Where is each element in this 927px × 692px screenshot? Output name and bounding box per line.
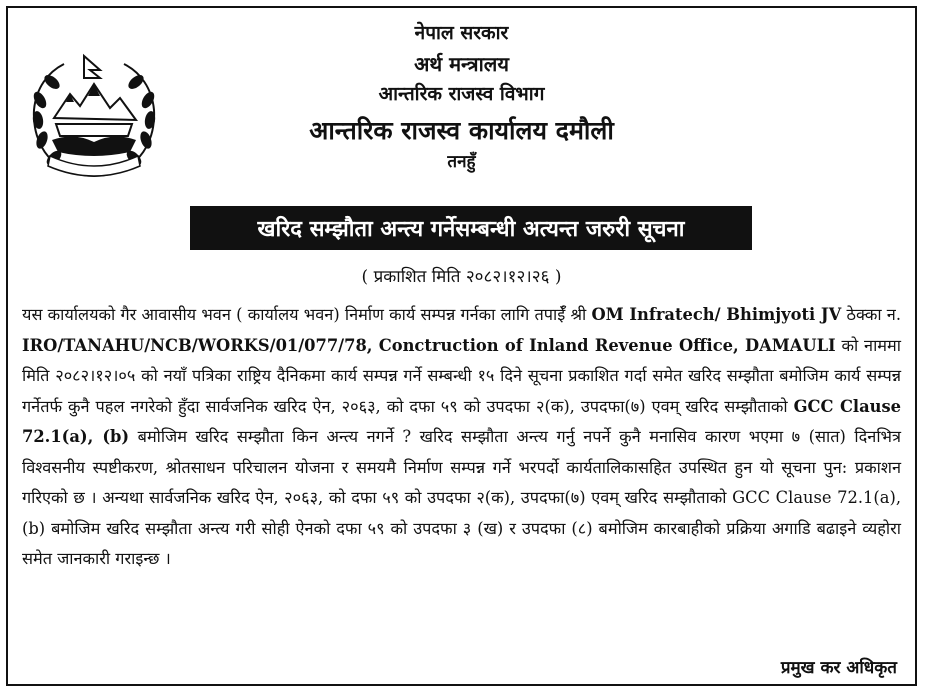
body-text-4: बमोजिम खरिद सम्झौता किन अन्त्य नगर्ने ? खरिद सम्झौता अन्त्य गर्नु नपर्ने कुनै मनासिव कारण भएमा ७ (सात) दिनभित्र विश्वसनीय स्पष्टीकरण, श्रोतसाधन परिचालन योजना र समयमै निर्माण सम्पन्न गर्ने भरपर्दो कार्यतालिकासहित उपस्थित हुन यो सूचना पुन: प्रकाशन गरिएको छ । अन्यथा सार्वजनिक खरिद ऐन, २०६३, को दफा ५९ को उपदफा २(क), उपदफा(७) एवम् खरिद सम्झौताको GCC Clause 72.1(a), (b) बमोजिम खरिद सम्झौता अन्त्य गरी सोही ऐनको दफा ५९ को उपदफा ३ (ख) र उपदफा (८) बमोजिम कारबाहीको प्रक्रिया अगाडि बढाइने व्यहोरा समेत जानकारी गराइन्छ । bbox=[22, 427, 901, 568]
body-text-3: को नाममा मिति २०८२।१२।०५ को नयाँ पत्रिका राष्ट्रिय दैनिकमा कार्य सम्पन्न गर्ने सम्बन्धी १५ दिने सूचना प्रकाशित गर्दा समेत खरिद सम्झौता बमोजिम कार्य सम्पन्न गर्नेतर्फ कुनै पहल नगरेको हुँदा सार्वजनिक खरिद ऐन, २०६३, को दफा ५९ को उपदफा २(क), उपदफा(७) एवम् खरिद सम्झौताको bbox=[22, 335, 901, 416]
nepal-government-emblem-icon bbox=[24, 48, 164, 188]
header-office: आन्तरिक राजस्व कार्यालय दमौली bbox=[309, 115, 614, 145]
contract-number: IRO/TANAHU/NCB/WORKS/01/077/78, Conctruction of Inland Revenue Office, DAMAULI bbox=[22, 335, 836, 355]
notice-title-banner: खरिद सम्झौता अन्त्य गर्नेसम्बन्धी अत्यन्त जरुरी सूचना bbox=[190, 206, 752, 250]
header-ministry: अर्थ मन्त्रालय bbox=[414, 51, 509, 76]
notice-header bbox=[168, 22, 755, 173]
contractor-name: OM Infratech/ Bhimjyoti JV bbox=[591, 305, 842, 324]
body-text-1: यस कार्यालयको गैर आवासीय भवन ( कार्यालय भवन) निर्माण कार्य सम्पन्न गर्नका लागि तपाईँ श्री bbox=[22, 305, 592, 324]
signature-designation: प्रमुख कर अधिकृत bbox=[780, 658, 897, 678]
header-department: आन्तरिक राजस्व विभाग bbox=[378, 82, 545, 105]
gcc-clause: GCC Clause 72.1(a), (b) bbox=[22, 396, 901, 446]
published-date: ( प्रकाशित मिति २०८२।१२।२६ ) bbox=[361, 267, 562, 287]
body-text-2: ठेक्का न. bbox=[841, 305, 901, 324]
header-district: तनहुँ bbox=[447, 151, 476, 172]
header-government: नेपाल सरकार bbox=[414, 22, 509, 44]
notice-body bbox=[22, 300, 901, 575]
notice-frame bbox=[6, 6, 917, 686]
